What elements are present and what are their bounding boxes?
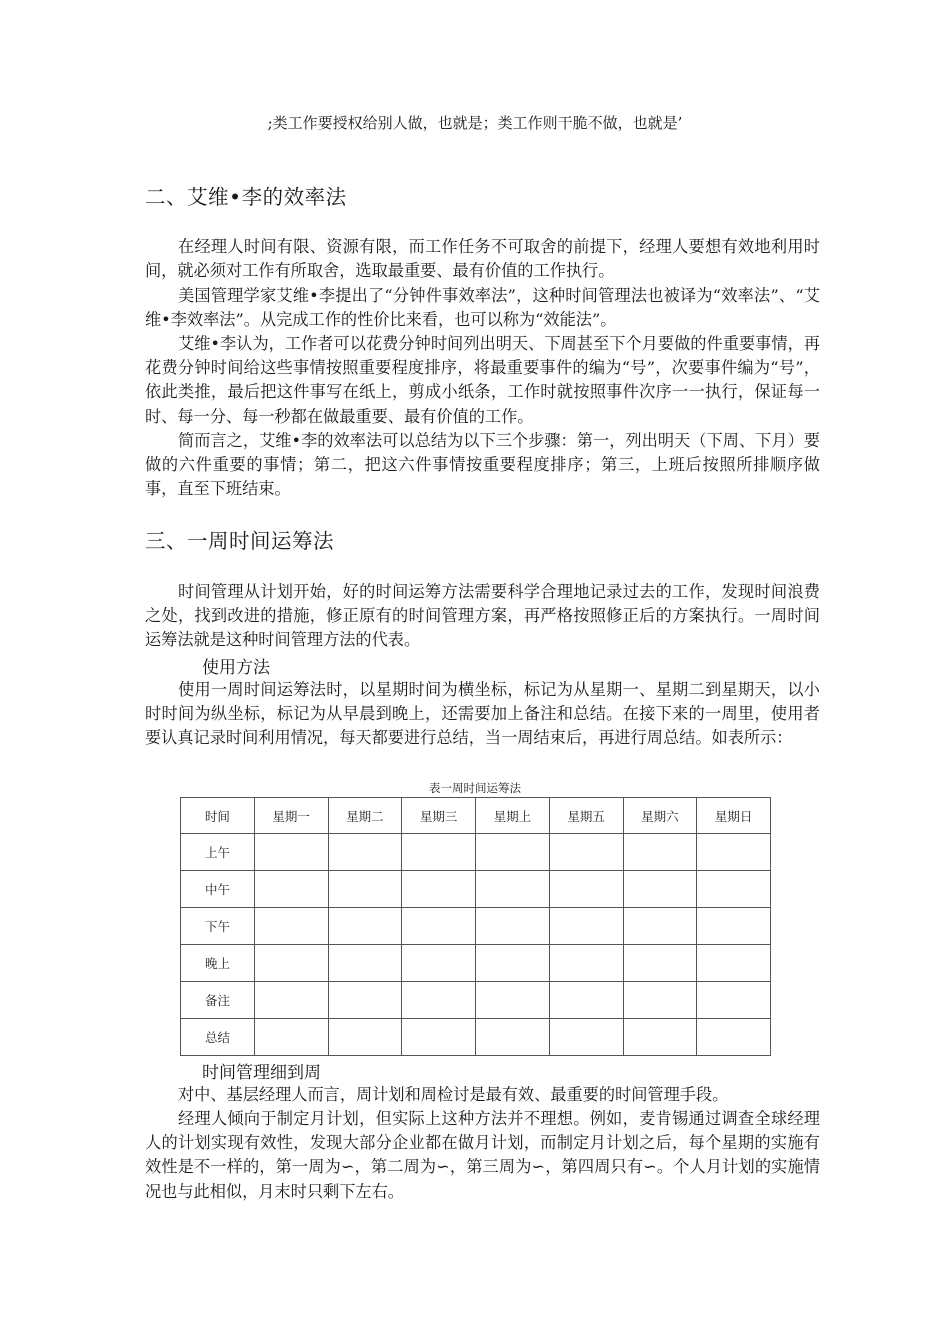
week-paragraph-2: 经理人倾向于制定月计划，但实际上这种方法并不理想。例如，麦肯锡通过调查全球经理人的计划实现有效性，发现大部分企业都在做月计划，而制定月计划之后，每个星期的实施有效性是不一样的，第一周为∽，第二周为∽，第三周为∽，第四周只有∽。个人月计划的实施情况也与此相似，月末时只剩下左右。	[145, 1109, 820, 1201]
row-label: 总结	[181, 1019, 255, 1056]
table-cell	[623, 871, 697, 908]
s2-paragraph-2: 美国管理学家艾维•李提出了“分钟件事效率法”，这种时间管理法也被译为“效率法”、“艾维•李效率法”。从完成工作的性价比来看，也可以称为“效能法”。	[145, 286, 820, 330]
table-cell	[254, 945, 328, 982]
table-cell	[254, 982, 328, 1019]
week-paragraph-1: 对中、基层经理人而言，周计划和周检讨是最有效、最重要的时间管理手段。	[178, 1085, 729, 1104]
table-cell	[476, 945, 550, 982]
table-cell	[254, 908, 328, 945]
table-caption: 表一周时间运筹法	[429, 781, 521, 795]
table-cell	[549, 871, 623, 908]
table-cell	[402, 871, 476, 908]
table-cell	[697, 834, 771, 871]
table-cell	[549, 945, 623, 982]
table-cell	[623, 945, 697, 982]
week-heading: 时间管理细到周	[202, 1063, 321, 1083]
table-cell	[328, 834, 402, 871]
table-cell	[328, 871, 402, 908]
header-cell: 星期日	[697, 798, 771, 834]
section-2-heading: 二、艾维•李的效率法	[145, 185, 347, 209]
table-cell	[476, 908, 550, 945]
table-header-row	[181, 798, 771, 834]
table-cell	[697, 945, 771, 982]
table-cell	[328, 945, 402, 982]
header-cell: 星期三	[402, 798, 476, 834]
header-cell: 星期上	[476, 798, 550, 834]
table-row	[181, 908, 771, 945]
table-cell	[623, 1019, 697, 1056]
table-row	[181, 834, 771, 871]
header-cell: 星期五	[549, 798, 623, 834]
table-cell	[476, 1019, 550, 1056]
row-label: 下午	[181, 908, 255, 945]
top-text-line: ;类工作要授权给别人做，也就是；类工作则干脆不做，也就是’	[267, 114, 683, 132]
table-cell	[623, 834, 697, 871]
row-label: 晚上	[181, 945, 255, 982]
weekly-plan-table	[180, 797, 771, 1056]
table-cell	[697, 871, 771, 908]
table-cell	[328, 982, 402, 1019]
table-cell	[402, 908, 476, 945]
row-label: 上午	[181, 834, 255, 871]
header-cell: 时间	[181, 798, 255, 834]
table-cell	[402, 945, 476, 982]
table-cell	[623, 982, 697, 1019]
usage-heading: 使用方法	[202, 658, 270, 678]
table-cell	[254, 1019, 328, 1056]
table-cell	[476, 871, 550, 908]
s3-paragraph-1: 时间管理从计划开始，好的时间运筹方法需要科学合理地记录过去的工作，发现时间浪费之处，找到改进的措施，修正原有的时间管理方案，再严格按照修正后的方案执行。一周时间运筹法就是这种时间管理方法的代表。	[145, 582, 820, 650]
table-cell	[402, 834, 476, 871]
header-cell: 星期一	[254, 798, 328, 834]
header-cell: 星期六	[623, 798, 697, 834]
table-row	[181, 1019, 771, 1056]
usage-paragraph: 使用一周时间运筹法时，以星期时间为横坐标，标记为从星期一、星期二到星期天，以小时时间为纵坐标，标记为从早晨到晚上，还需要加上备注和总结。在接下来的一周里，使用者要认真记录时间利用情况，每天都要进行总结，当一周结束后，再进行周总结。如表所示：	[145, 680, 820, 748]
row-label: 备注	[181, 982, 255, 1019]
table-cell	[402, 982, 476, 1019]
s2-paragraph-1: 在经理人时间有限、资源有限，而工作任务不可取舍的前提下，经理人要想有效地利用时间，就必须对工作有所取舍，选取最重要、最有价值的工作执行。	[145, 237, 820, 281]
table-cell	[697, 1019, 771, 1056]
table-cell	[549, 982, 623, 1019]
s2-paragraph-3: 艾维•李认为，工作者可以花费分钟时间列出明天、下周甚至下个月要做的件重要事情，再花费分钟时间给这些事情按照重要程度排序，将最重要事件的编为“号”，次要事件编为“号”，依此类推，最后把这件事写在纸上，剪成小纸条，工作时就按照事件次序一一执行，保证每一时、每一分、每一秒都在做最重要、最有价值的工作。	[145, 334, 820, 426]
table-row	[181, 982, 771, 1019]
table-row	[181, 871, 771, 908]
table-row	[181, 945, 771, 982]
row-label: 中午	[181, 871, 255, 908]
table-cell	[549, 1019, 623, 1056]
table-cell	[476, 834, 550, 871]
table-cell	[328, 1019, 402, 1056]
table-cell	[328, 908, 402, 945]
section-3-heading: 三、一周时间运筹法	[145, 529, 334, 553]
table-cell	[402, 1019, 476, 1056]
table-cell	[254, 834, 328, 871]
header-cell: 星期二	[328, 798, 402, 834]
table-cell	[623, 908, 697, 945]
table-cell	[549, 834, 623, 871]
s2-paragraph-4: 简而言之，艾维•李的效率法可以总结为以下三个步骤：第一，列出明天（下周、下月）要做的六件重要的事情；第二，把这六件事情按重要程度排序；第三，上班后按照所排顺序做事，直至下班结束。	[145, 431, 820, 499]
table-cell	[476, 982, 550, 1019]
table-cell	[549, 908, 623, 945]
table-cell	[697, 908, 771, 945]
table-cell	[254, 871, 328, 908]
table-cell	[697, 982, 771, 1019]
